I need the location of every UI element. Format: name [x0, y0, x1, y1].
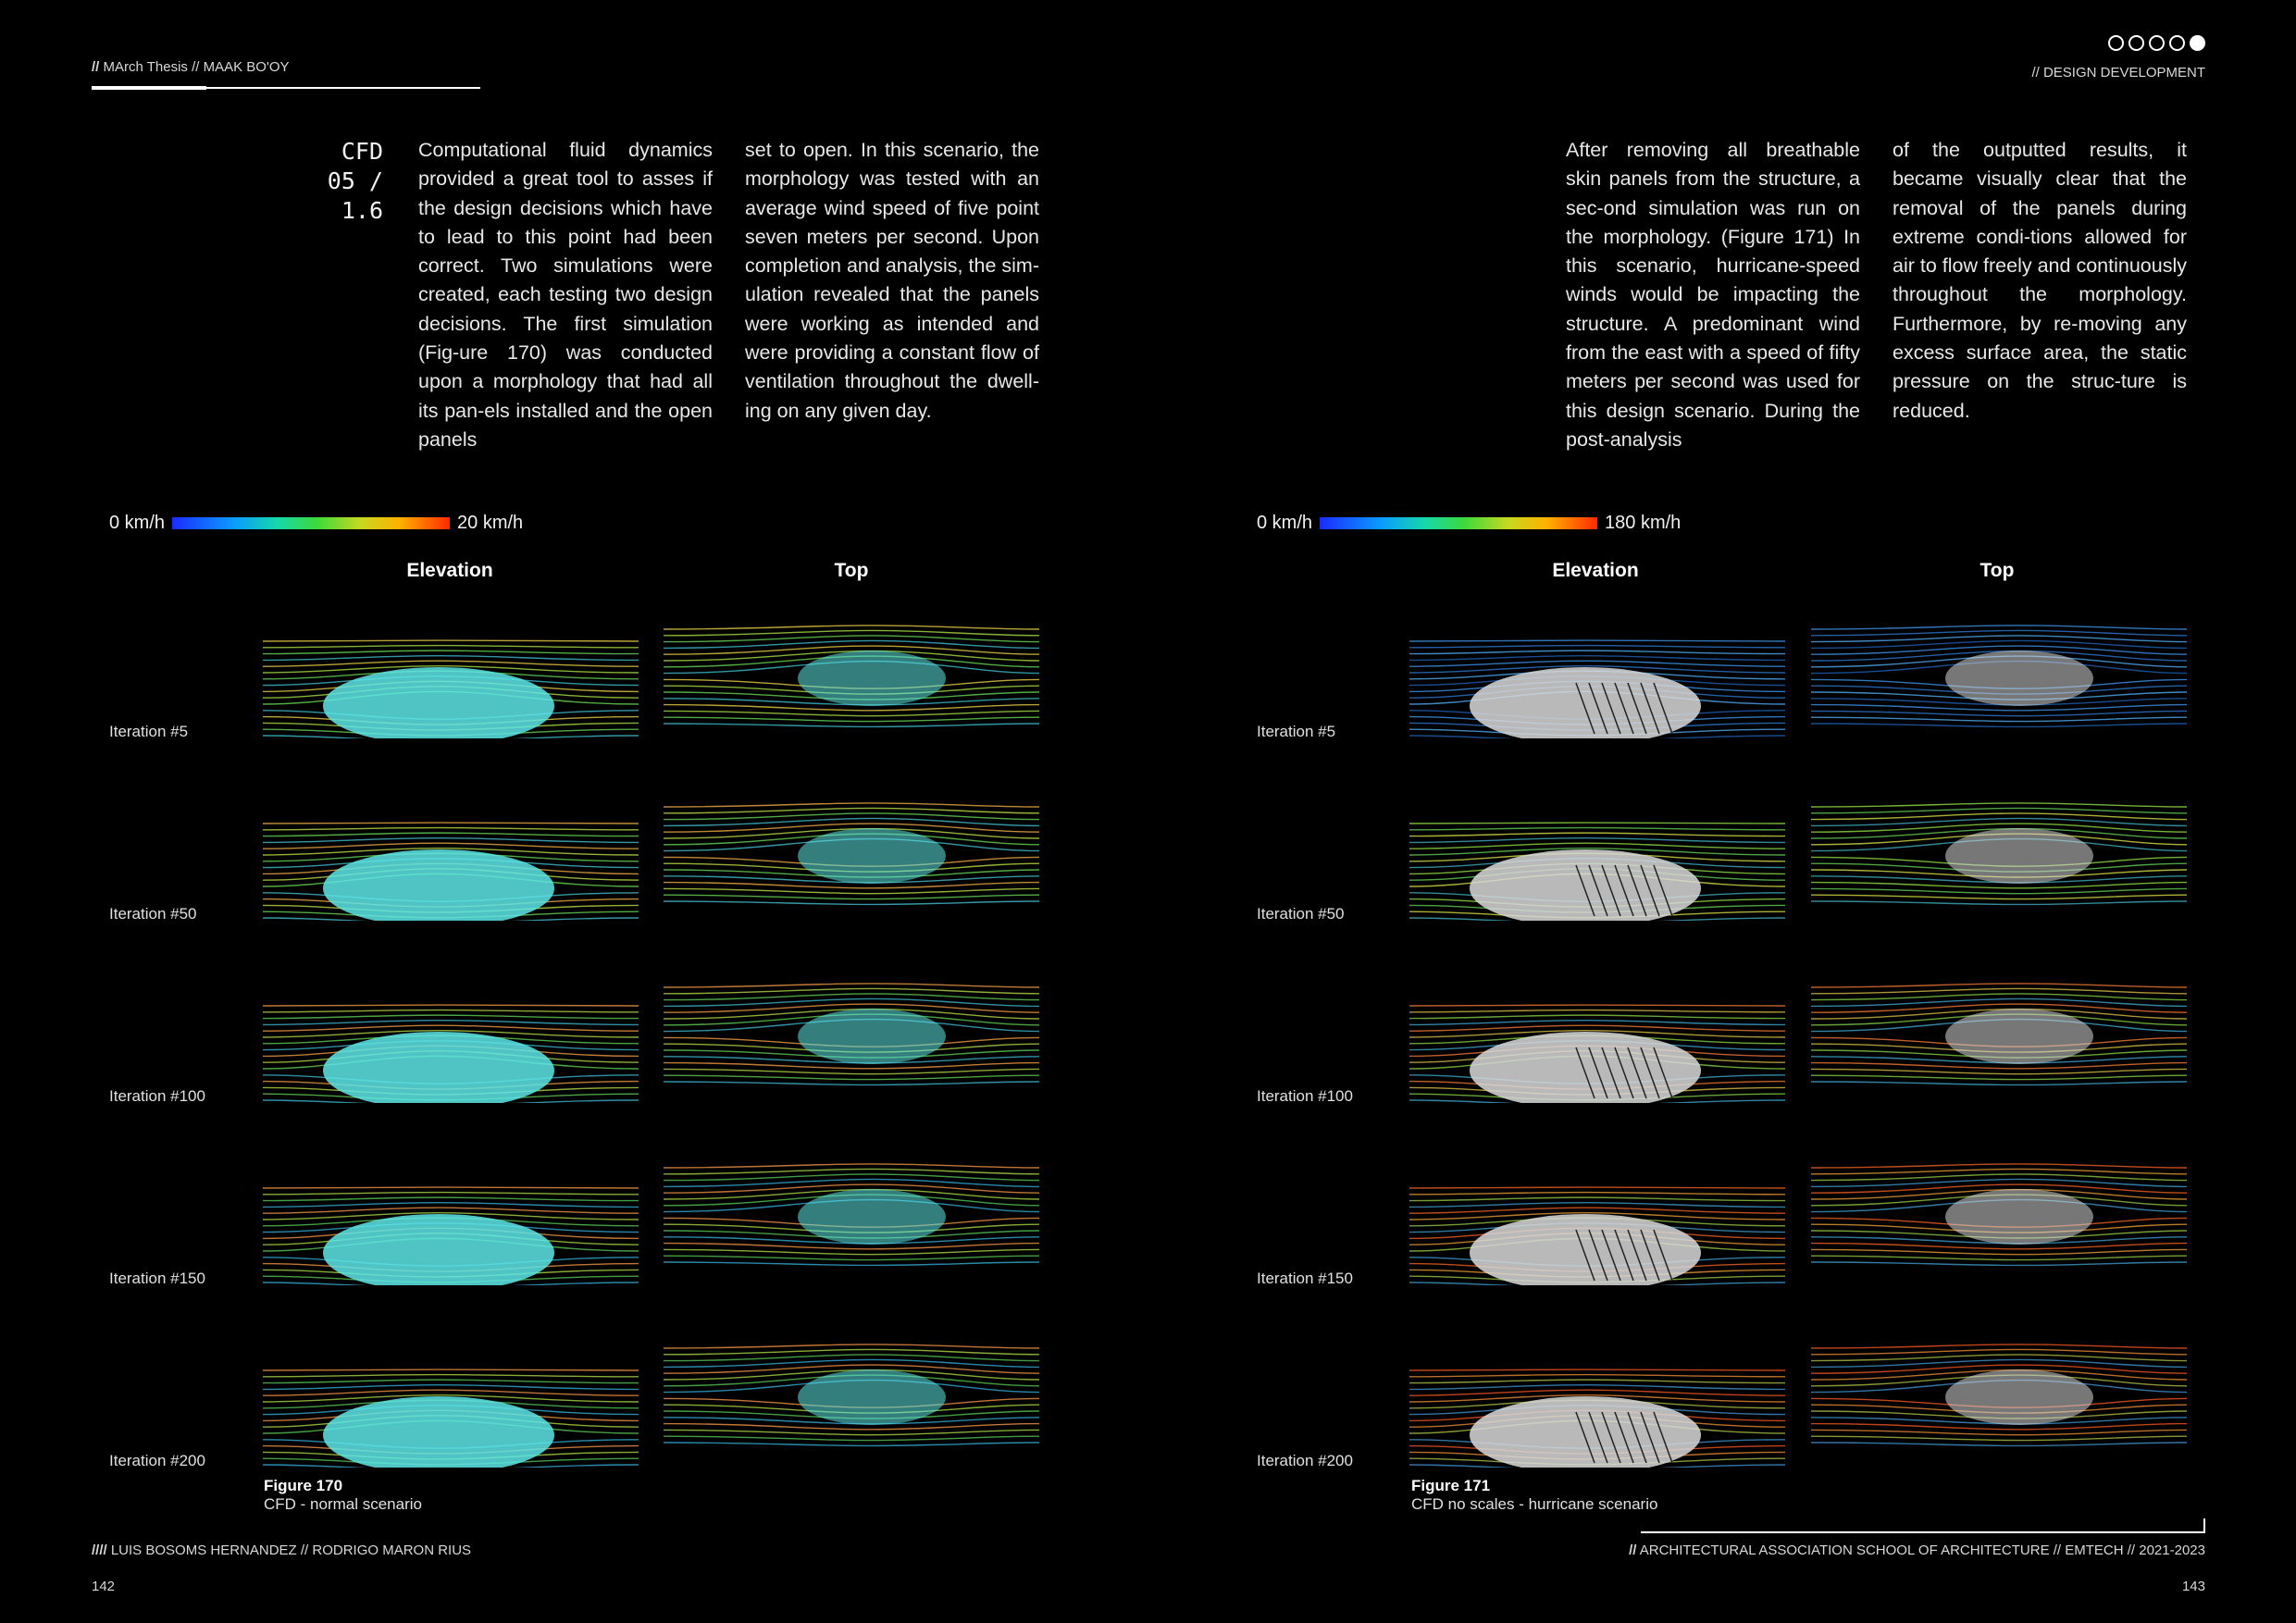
streamline: [664, 1443, 1039, 1445]
streamline: [263, 1203, 639, 1208]
streamline: [263, 1010, 639, 1012]
streamline-plot: [664, 1337, 1039, 1457]
streamline: [664, 883, 1039, 888]
cfd-elevation-image: [1409, 1165, 1785, 1285]
streamline: [664, 1169, 1039, 1173]
streamline: [1811, 984, 2187, 987]
streamline: [1811, 1430, 2187, 1434]
streamline: [263, 1187, 639, 1188]
streamline: [664, 705, 1039, 711]
streamline: [664, 1244, 1039, 1249]
velocity-color-bar: [1320, 517, 1597, 529]
cfd-elevation-image: [263, 800, 639, 921]
scale-min-label: 0 km/h: [109, 513, 166, 533]
streamline: [263, 1385, 639, 1390]
streamline: [263, 1021, 639, 1025]
iteration-label: Iteration #200: [109, 1452, 205, 1469]
streamline-plot: [1409, 618, 1785, 738]
streamline-plot: [1811, 976, 2187, 1096]
streamline: [263, 1380, 639, 1382]
streamline: [1811, 717, 2187, 721]
progress-dot: [2149, 35, 2165, 51]
streamline: [664, 818, 1039, 825]
streamline: [1811, 1069, 2187, 1073]
morphology-shape: [798, 1189, 946, 1245]
streamline: [664, 1344, 1039, 1348]
footer-prefix: //: [1629, 1542, 1637, 1558]
header-prefix: //: [92, 59, 100, 75]
header-rule: [92, 87, 480, 89]
streamline: [664, 1164, 1039, 1168]
streamline: [1409, 828, 1785, 830]
streamline: [664, 1436, 1039, 1440]
streamline: [263, 656, 639, 661]
running-header-left: [92, 59, 290, 75]
cfd-top-image: [1811, 618, 2187, 738]
cfd-top-image: [664, 618, 1039, 738]
column-heading-elevation: Elevation: [1552, 560, 1639, 581]
progress-dot: [2128, 35, 2144, 51]
streamline: [1811, 1179, 2187, 1186]
streamline: [1409, 1005, 1785, 1006]
cfd-elevation-image: [1409, 983, 1785, 1103]
footer-authors-text: LUIS BOSOMS HERNANDEZ // RODRIGO MARON RIUS: [110, 1542, 472, 1558]
morphology-shape: [1470, 667, 1701, 738]
iteration-label: Iteration #5: [1257, 723, 1336, 740]
streamline: [263, 1197, 639, 1200]
streamline: [1409, 833, 1785, 836]
streamline: [664, 998, 1039, 1006]
cfd-top-image: [664, 976, 1039, 1096]
cfd-elevation-image: [263, 1165, 639, 1285]
streamline: [664, 1075, 1039, 1079]
morphology-shape: [323, 1214, 554, 1285]
iteration-label: Iteration #100: [1257, 1087, 1353, 1105]
progress-dot: [2169, 35, 2185, 51]
body-column-4: of the outputted results, it became visually clear that the removal of the panels during extreme condi-tions allowed for air to flow freely and continuously throughout the morphology. Furthermore, by re-moving any excess surface area, the static pressure on the struc-ture is reduced.: [1893, 139, 2187, 422]
footer-rule: [1641, 1531, 2205, 1533]
column-heading-elevation: Elevation: [406, 560, 493, 581]
cfd-top-image: [664, 1337, 1039, 1457]
streamline: [1811, 818, 2187, 825]
streamline: [1409, 1021, 1785, 1025]
streamline: [1409, 1187, 1785, 1188]
streamline: [1409, 1197, 1785, 1200]
streamline: [664, 1349, 1039, 1354]
scale-max-label: 20 km/h: [457, 513, 524, 533]
iteration-label: Iteration #50: [1257, 905, 1345, 923]
morphology-shape: [323, 1032, 554, 1103]
iteration-label: Iteration #150: [109, 1270, 205, 1287]
footer-institution-text: ARCHITECTURAL ASSOCIATION SCHOOL OF ARCHITECTURE // EMTECH // 2021-2023: [1639, 1542, 2205, 1558]
body-column-2: set to open. In this scenario, the morphology was tested with an average wind speed of five point seven meters per second. Upon completion and analysis, the sim-ulation revealed that the panels were working as intended and were providing a constant flow of ventilation throughout the dwell-ing on any given day.: [745, 139, 1039, 422]
streamline: [1811, 1344, 2187, 1348]
streamline: [1811, 1075, 2187, 1079]
streamline: [1811, 895, 2187, 898]
scale-max-label: 180 km/h: [1605, 513, 1682, 533]
streamline: [1409, 1015, 1785, 1018]
section-code: [278, 137, 383, 226]
streamline: [1811, 1359, 2187, 1367]
streamline: [1811, 1349, 2187, 1354]
streamline: [664, 808, 1039, 812]
streamline: [1811, 883, 2187, 888]
streamline: [664, 717, 1039, 721]
streamline: [1811, 705, 2187, 711]
body-column-3: After removing all breathable skin panels from the structure, a sec-ond simulation was run on the morphology. (Figure 171) In this scenario, hurricane-speed winds would be impacting the structure. A predominant wind from the east with a speed of fifty meters per second was used for this design scenario. During the post-analysis: [1566, 139, 1860, 451]
streamline-plot: [1409, 1165, 1785, 1285]
streamline: [664, 1424, 1039, 1430]
streamline: [1409, 650, 1785, 653]
streamline-plot: [1811, 1337, 2187, 1457]
column-heading-top: Top: [834, 560, 869, 581]
streamline: [664, 803, 1039, 807]
page-number-left: 142: [92, 1579, 116, 1594]
morphology-shape: [798, 828, 946, 884]
iteration-label: Iteration #200: [1257, 1452, 1353, 1469]
streamline: [664, 1256, 1039, 1259]
streamline: [664, 724, 1039, 726]
streamline: [664, 711, 1039, 715]
streamline: [1811, 1424, 2187, 1430]
streamline-plot: [664, 618, 1039, 738]
streamline: [1811, 1249, 2187, 1254]
scale-min-label: 0 km/h: [1257, 513, 1313, 533]
streamline: [664, 1063, 1039, 1069]
figure-caption: CFD - normal scenario: [264, 1495, 422, 1513]
section-number: 05 / 1.6: [327, 167, 383, 224]
velocity-scale-fig171: [1257, 513, 1681, 534]
cfd-elevation-image: [1409, 800, 1785, 921]
morphology-shape: [323, 1396, 554, 1468]
streamline-plot: [263, 618, 639, 738]
streamline: [263, 646, 639, 648]
streamline: [1811, 1164, 2187, 1168]
streamline: [664, 1430, 1039, 1434]
streamline: [1811, 1436, 2187, 1440]
morphology-shape: [323, 849, 554, 921]
streamline: [263, 828, 639, 830]
streamline: [664, 1179, 1039, 1186]
streamline: [1409, 1193, 1785, 1195]
iteration-label: Iteration #50: [109, 905, 197, 923]
streamline: [1811, 1256, 2187, 1259]
streamline: [1409, 1369, 1785, 1370]
streamline: [263, 833, 639, 836]
morphology-shape: [1470, 1396, 1701, 1468]
cfd-elevation-image: [1409, 1347, 1785, 1468]
streamline-plot: [263, 1347, 639, 1468]
column-heading-top: Top: [1980, 560, 2015, 581]
streamline: [1811, 626, 2187, 629]
streamline: [1811, 1244, 2187, 1249]
cfd-top-image: [1811, 1337, 2187, 1457]
streamline: [263, 1375, 639, 1377]
streamline: [664, 1249, 1039, 1254]
streamline: [1811, 711, 2187, 715]
figure-caption: CFD no scales - hurricane scenario: [1411, 1495, 1658, 1513]
streamline: [1409, 838, 1785, 843]
streamline: [1409, 1203, 1785, 1208]
footer-rule-tick: [2203, 1518, 2205, 1533]
streamline: [664, 984, 1039, 987]
streamline: [1811, 640, 2187, 648]
header-title: MArch Thesis // MAAK BO'OY: [103, 59, 290, 75]
velocity-scale-fig170: [109, 513, 523, 534]
morphology-shape: [1470, 1214, 1701, 1285]
cfd-elevation-image: [1409, 618, 1785, 738]
figure-caption-170: [264, 1477, 422, 1514]
streamline-plot: [1409, 800, 1785, 921]
streamline-plot: [263, 800, 639, 921]
streamline: [1409, 640, 1785, 641]
cfd-top-image: [1811, 1157, 2187, 1277]
streamline: [1409, 646, 1785, 648]
streamline: [1811, 1082, 2187, 1084]
streamline: [1811, 803, 2187, 807]
streamline: [1811, 901, 2187, 904]
streamline: [664, 1082, 1039, 1084]
streamline: [1409, 1375, 1785, 1377]
streamline: [1811, 808, 2187, 812]
streamline: [1811, 724, 2187, 726]
morphology-shape: [1945, 650, 2093, 706]
streamline: [263, 650, 639, 653]
streamline-plot: [1409, 983, 1785, 1103]
streamline: [664, 630, 1039, 635]
streamline-plot: [1409, 1347, 1785, 1468]
body-column-1: Computational fluid dynamics provided a great tool to asses if the design decisions which have to lead to this point had been correct. Two simulations were created, each testing two design decisions. The first simulation (Fig-ure 170) was conducted upon a morphology that had all its pan-els installed and the open panels: [418, 139, 713, 451]
cfd-elevation-image: [263, 983, 639, 1103]
morphology-shape: [798, 1369, 946, 1425]
streamline: [664, 1359, 1039, 1367]
streamline: [263, 1193, 639, 1195]
progress-dots: [2108, 35, 2205, 51]
morphology-shape: [1945, 1009, 2093, 1064]
streamline: [1409, 823, 1785, 824]
footer-institution: [1629, 1542, 2205, 1558]
streamline: [263, 1369, 639, 1370]
morphology-shape: [323, 667, 554, 738]
figure-caption-171: [1411, 1477, 1657, 1514]
streamline: [1811, 998, 2187, 1006]
morphology-shape: [1945, 828, 2093, 884]
streamline: [1811, 1169, 2187, 1173]
iteration-label: Iteration #5: [109, 723, 189, 740]
streamline-plot: [664, 796, 1039, 916]
streamline: [263, 823, 639, 824]
streamline: [664, 988, 1039, 993]
morphology-shape: [1470, 1032, 1701, 1103]
streamline-plot: [1811, 796, 2187, 916]
streamline-plot: [664, 1157, 1039, 1277]
morphology-shape: [798, 1009, 946, 1064]
progress-dot: [2108, 35, 2124, 51]
streamline: [263, 1005, 639, 1006]
streamline: [1811, 1443, 2187, 1445]
streamline: [1409, 1010, 1785, 1012]
streamline-plot: [1811, 1157, 2187, 1277]
streamline: [664, 888, 1039, 893]
streamline: [664, 1262, 1039, 1265]
streamline-plot: [263, 1165, 639, 1285]
section-label: CFD: [341, 138, 383, 165]
morphology-shape: [1945, 1189, 2093, 1245]
page-number-right: 143: [2181, 1579, 2205, 1594]
streamline: [664, 901, 1039, 904]
running-header-right: // DESIGN DEVELOPMENT: [2031, 65, 2205, 81]
cfd-elevation-image: [263, 618, 639, 738]
figure-title: Figure 171: [1411, 1477, 1491, 1494]
streamline: [1811, 888, 2187, 893]
streamline: [1811, 1063, 2187, 1069]
cfd-top-image: [1811, 976, 2187, 1096]
streamline: [263, 640, 639, 641]
cfd-top-image: [664, 796, 1039, 916]
cfd-top-image: [664, 1157, 1039, 1277]
streamline: [664, 895, 1039, 898]
streamline-plot: [263, 983, 639, 1103]
streamline: [1811, 630, 2187, 635]
streamline: [1409, 656, 1785, 661]
velocity-color-bar: [172, 517, 450, 529]
iteration-label: Iteration #150: [1257, 1270, 1353, 1287]
morphology-shape: [1945, 1369, 2093, 1425]
morphology-shape: [798, 650, 946, 706]
streamline: [664, 626, 1039, 629]
cfd-elevation-image: [263, 1347, 639, 1468]
figure-title: Figure 170: [264, 1477, 343, 1494]
streamline: [1409, 1380, 1785, 1382]
streamline-plot: [1811, 618, 2187, 738]
progress-dot-active: [2190, 35, 2205, 51]
footer-authors: [92, 1542, 471, 1558]
streamline: [1811, 1262, 2187, 1265]
morphology-shape: [1470, 849, 1701, 921]
streamline: [1811, 988, 2187, 993]
streamline: [664, 640, 1039, 648]
streamline: [263, 1015, 639, 1018]
iteration-label: Iteration #100: [109, 1087, 205, 1105]
footer-prefix: ////: [92, 1542, 107, 1558]
streamline: [263, 838, 639, 843]
cfd-top-image: [1811, 796, 2187, 916]
streamline: [1409, 1385, 1785, 1390]
streamline-plot: [664, 976, 1039, 1096]
streamline: [664, 1069, 1039, 1073]
